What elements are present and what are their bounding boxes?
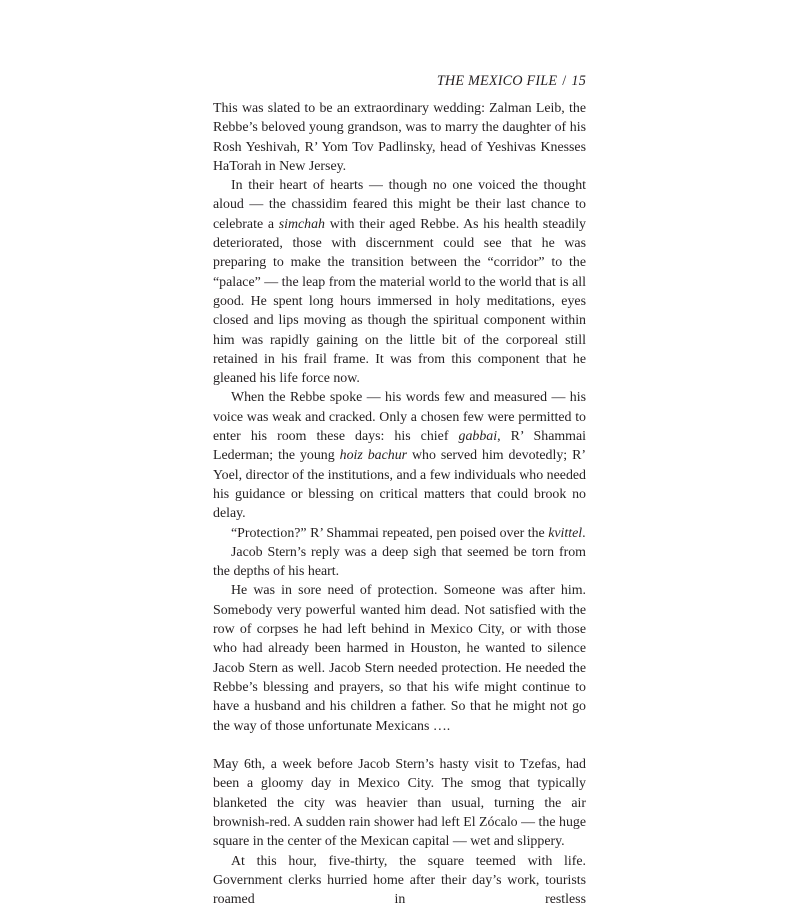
book-page	[213, 0, 587, 908]
paragraph	[213, 581, 586, 735]
running-head	[437, 73, 586, 90]
text-run: “Protection?” R’ Shammai repeated, pen poised over the	[231, 525, 549, 541]
italic-term: gabbai	[458, 429, 498, 445]
text-run: He was in sore need of protection. Someone was after him. Somebody very powerful wanted him dead. Not satisfied with the row of corpses he had left behind in Mexico City, or with those who had already been harmed in Houston, he wanted to silence Jacob Stern as well. Jacob Stern needed protection. He needed the Rebbe’s blessing and prayers, so that his wife might continue to have a husband and his children a father. So that he might not go the way of those unfortunate Mexicans ….	[213, 583, 586, 734]
text-run: When the Rebbe spoke — his words few and measured — his voice was weak and cracked. Only a chosen few were permitted to enter his room these days: his chief	[213, 390, 586, 445]
paragraph	[213, 755, 586, 851]
running-title: THE MEXICO FILE	[436, 73, 558, 89]
paragraph	[213, 99, 586, 176]
header-separator: /	[562, 73, 567, 89]
paragraph	[213, 543, 586, 582]
paragraph	[213, 524, 586, 543]
italic-term: kvittel	[548, 525, 583, 541]
body-text	[213, 99, 586, 909]
text-run: , R’ Shammai Lederman; the young	[213, 429, 587, 464]
italic-term: simchah	[278, 216, 326, 232]
paragraph	[213, 852, 586, 909]
text-run: At this hour, five-thirty, the square teemed with life. Government clerks hurried home after their day’s work, tourists roamed in restless	[213, 853, 586, 908]
paragraph	[213, 176, 586, 388]
text-run: This was slated to be an extraordinary wedding: Zalman Leib, the Rebbe’s beloved young grandson, was to marry the daughter of his Rosh Yeshivah, R’ Yom Tov Padlinsky, head of Yeshivas Knesses HaTorah in New Jersey.	[213, 101, 586, 174]
italic-term: hoiz bachur	[339, 448, 408, 464]
text-run: with their aged Rebbe. As his health steadily deteriorated, those with discernment could see that he was preparing to make the transition between the “corridor” to the “palace” — the leap from the material world to the world that is all good. He spent long hours immersed in holy meditations, eyes closed and lips moving as though the spiritual component within him was rapidly gaining on the little bit of the corporeal still retained in his frail frame. It was from this component that he gleaned his life force now.	[213, 216, 587, 387]
paragraph	[213, 388, 586, 523]
text-run: May 6th, a week before Jacob Stern’s hasty visit to Tzefas, had been a gloomy day in Mexico City. The smog that typically blanketed the city was heavier than usual, turning the air brownish-red. A sudden rain shower had left El Zócalo — the huge square in the center of the Mexican capital — wet and slippery.	[213, 757, 586, 850]
text-run: Jacob Stern’s reply was a deep sigh that seemed be torn from the depths of his heart.	[213, 544, 586, 580]
page-number: 15	[571, 73, 586, 89]
text-run: who served him devotedly; R’ Yoel, director of the institutions, and a few individuals who needed his guidance or blessing on critical matters that could brook no delay.	[213, 448, 586, 522]
text-run: In their heart of hearts — though no one voiced the thought aloud — the chassidim feared this might be their last chance to celebrate a	[213, 178, 586, 232]
text-run: .	[582, 525, 586, 541]
